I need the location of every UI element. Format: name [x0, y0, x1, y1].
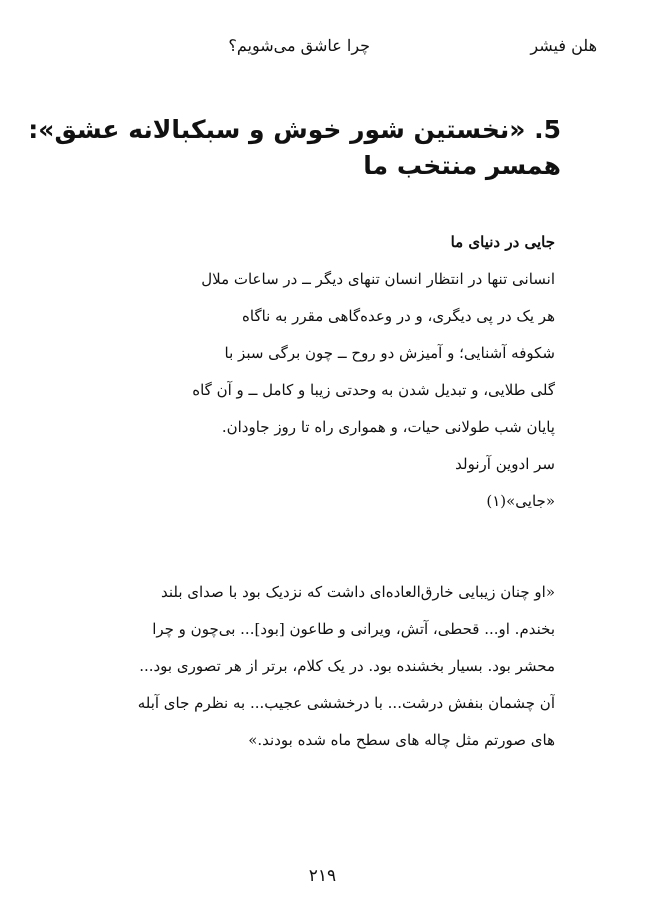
header-author: هلن فیشر	[530, 35, 597, 55]
quote-line: آن چشمان بنفش درشت... با درخششی عجیب... به نظرم جای آبله	[137, 694, 555, 712]
epigraph-line: هر یک در پی دیگری، و در وعده‌گاهی مقرر به ناگاه	[242, 307, 555, 325]
epigraph-author: سر ادوین آرنولد	[455, 455, 555, 473]
quote-line: «او چنان زیبایی خارق‌العاده‌ای داشت که نزدیک بود با صدای بلند	[160, 583, 555, 601]
quote-line: بخندم. او... قحطی، آتش، ویرانی و طاعون [بود]... بی‌چون و چرا	[152, 620, 555, 638]
epigraph-line: پایان شب طولانی حیات، و همواری راه تا روز جاودان.	[221, 418, 555, 436]
epigraph-line: گلی طلایی، و تبدیل شدن به وحدتی زیبا و کامل ــ و آن گاه	[192, 381, 555, 399]
epigraph-poem	[120, 224, 555, 520]
running-header	[48, 30, 597, 60]
epigraph-heading: جایی در دنیای ما	[450, 233, 555, 251]
quote-paragraph	[92, 574, 555, 759]
epigraph-line: انسانی تنها در انتظار انسان تنهای دیگر ــ در ساعات ملال	[201, 270, 555, 288]
quote-line: های صورتم مثل چاله های سطح ماه شده بودند.»	[248, 731, 555, 749]
chapter-title-line-1: 5. «نخستین شور خوش و سبکبالانه عشق»:	[28, 115, 561, 144]
header-book-title: چرا عاشق می‌شویم؟	[228, 35, 371, 55]
quote-line: محشر بود. بسیار بخشنده بود. در یک کلام، برتر از هر تصوری بود...	[139, 657, 555, 675]
page-number: ۲۱۹	[308, 866, 337, 886]
chapter-title-line-2: همسر منتخب ما	[363, 151, 561, 180]
epigraph-source: «جایی»(۱)	[486, 492, 555, 510]
epigraph-line: شکوفه آشنایی؛ و آمیزش دو روح ــ چون برگی سبز با	[224, 344, 555, 362]
chapter-title	[28, 112, 561, 184]
